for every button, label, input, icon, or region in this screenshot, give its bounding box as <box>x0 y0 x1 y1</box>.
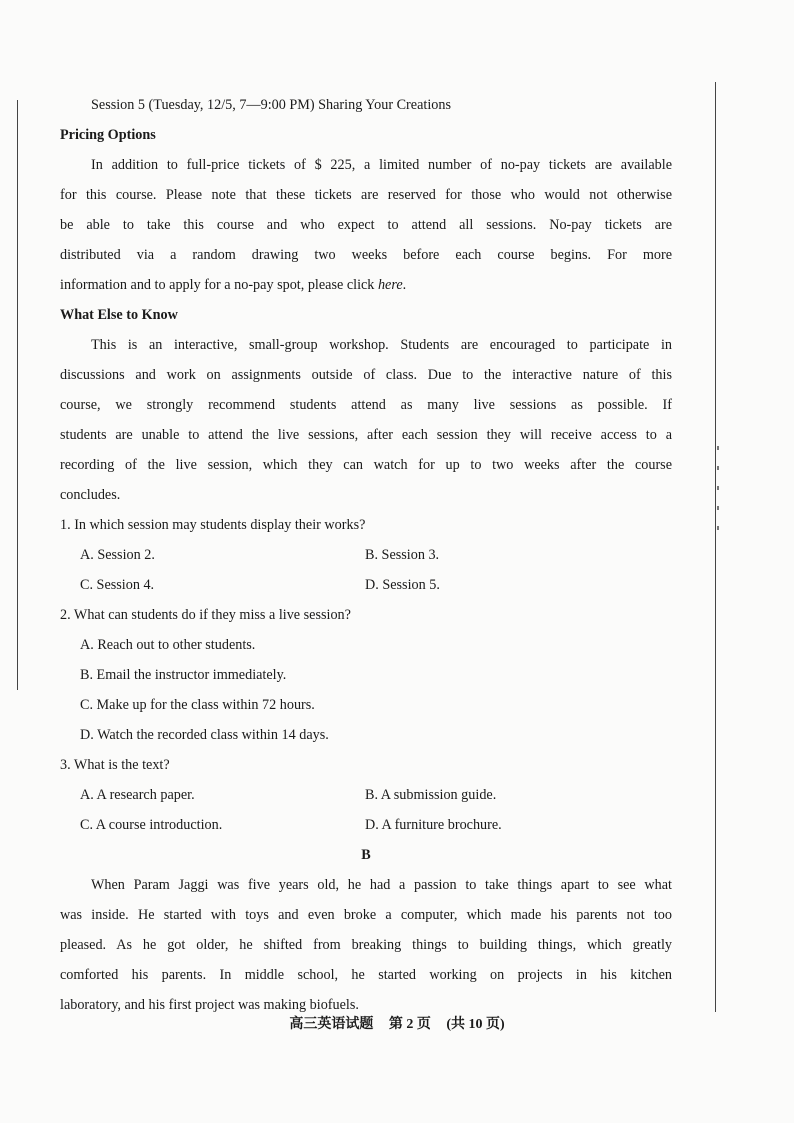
question-3-options-row <box>60 810 672 840</box>
pricing-line: In addition to full-price tickets of $ 225, a limited number of no-pay tickets are available <box>91 157 672 173</box>
pricing-last-text: information and to apply for a no-pay spot, please click <box>60 277 378 293</box>
question-3-options-row <box>60 780 672 810</box>
question-2-stem: 2. What can students do if they miss a live session? <box>60 607 351 623</box>
passage-b-line: laboratory, and his first project was making biofuels. <box>60 997 359 1013</box>
page-footer <box>0 1013 794 1033</box>
apply-here-link[interactable]: here <box>377 277 403 293</box>
what-else-line: students are unable to attend the live sessions, after each session they will receive access to a <box>60 427 672 443</box>
what-else-line: recording of the live session, which they can watch for up to two weeks after the course <box>60 457 672 473</box>
question-1-stem: 1. In which session may students display their works? <box>60 517 366 533</box>
q3-option-a: A. A research paper. <box>80 787 195 803</box>
left-margin-rule <box>17 100 18 690</box>
what-else-line: course, we strongly recommend students attend as many live sessions as possible. If <box>60 397 672 413</box>
pricing-line: be able to take this course and who expect to attend all sessions. No-pay tickets are <box>60 217 672 233</box>
q1-option-a: A. Session 2. <box>80 547 155 563</box>
binding-mark <box>717 486 719 490</box>
question-1-options-row <box>60 570 672 600</box>
q2-option-a: A. Reach out to other students. <box>80 637 256 653</box>
pricing-line: for this course. Please note that these tickets are reserved for those who would not otherwise <box>60 187 672 203</box>
what-else-line: concludes. <box>60 487 121 503</box>
footer-page-number: 第 2 页 <box>388 1017 431 1032</box>
q1-option-b: B. Session 3. <box>365 547 440 563</box>
footer-total-pages: (共 10 页) <box>446 1017 505 1032</box>
footer-exam-title: 高三英语试题 <box>289 1017 374 1032</box>
question-1-options-row <box>60 540 672 570</box>
what-else-line: This is an interactive, small-group workshop. Students are encouraged to participate in <box>91 337 672 353</box>
binding-mark <box>717 466 719 470</box>
binding-mark <box>717 506 719 510</box>
session-5-line: Session 5 (Tuesday, 12/5, 7—9:00 PM) Sharing Your Creations <box>91 97 451 113</box>
binding-mark <box>717 526 719 530</box>
pricing-heading: Pricing Options <box>60 127 156 143</box>
q2-option-c: C. Make up for the class within 72 hours. <box>80 697 315 713</box>
passage-b-line: pleased. As he got older, he shifted from breaking things to building things, which greatly <box>60 937 672 953</box>
what-else-line: discussions and work on assignments outside of class. Due to the interactive nature of this <box>60 367 672 383</box>
pricing-line: distributed via a random drawing two weeks before each course begins. For more <box>60 247 672 263</box>
what-else-heading: What Else to Know <box>60 307 178 323</box>
section-b-label: B <box>361 847 371 863</box>
passage-b-line: was inside. He started with toys and even broke a computer, which made his parents not too <box>60 907 672 923</box>
pricing-line-last <box>60 270 672 300</box>
q1-option-d: D. Session 5. <box>365 577 440 593</box>
q2-option-b: B. Email the instructor immediately. <box>80 667 287 683</box>
passage-b-line: comforted his parents. In middle school, he started working on projects in his kitchen <box>60 967 672 983</box>
right-margin-rule <box>715 82 716 1012</box>
q1-option-c: C. Session 4. <box>80 577 155 593</box>
binding-mark <box>717 446 719 450</box>
q3-option-b: B. A submission guide. <box>365 787 497 803</box>
q3-option-d: D. A furniture brochure. <box>365 817 502 833</box>
q2-option-d: D. Watch the recorded class within 14 days. <box>80 727 329 743</box>
page-content <box>60 90 672 1020</box>
question-3-stem: 3. What is the text? <box>60 757 170 773</box>
q3-option-c: C. A course introduction. <box>80 817 223 833</box>
passage-b-line: When Param Jaggi was five years old, he had a passion to take things apart to see what <box>91 877 672 893</box>
pricing-period: . <box>402 277 407 293</box>
